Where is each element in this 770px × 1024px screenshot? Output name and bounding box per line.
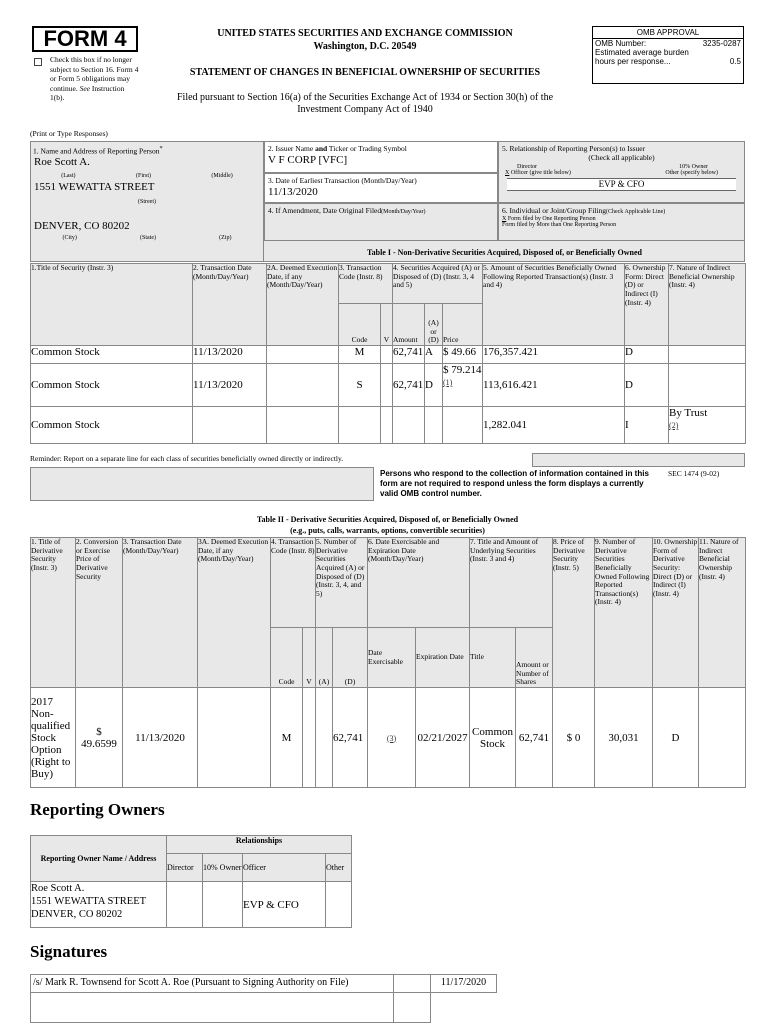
t2-r0-form: D xyxy=(653,688,699,788)
signature-date: 11/17/2020 xyxy=(431,975,497,993)
owners-h-relationships: Relationships xyxy=(167,836,352,854)
t1-h-owned: 5. Amount of Securities Beneficially Owned Following Reported Transaction(s) (Instr. 3 and 4) xyxy=(483,264,625,346)
box6-filing xyxy=(498,203,745,241)
table2 xyxy=(30,537,746,788)
t2-h-underlying: 7. Title and Amount of Underlying Securities (Instr. 3 and 4) xyxy=(470,538,553,628)
owner-other xyxy=(326,882,352,928)
t2-h-conversion: 2. Conversion or Exercise Price of Derivative Security xyxy=(76,538,123,688)
t2-h-price: 8. Price of Derivative Security (Instr. 5) xyxy=(553,538,595,688)
statement-title: STATEMENT OF CHANGES IN BENEFICIAL OWNERSHIP OF SECURITIES xyxy=(189,67,541,78)
box5-row1: Director 10% Owner xyxy=(517,164,708,171)
reminder-text: Reminder: Report on a separate line for each class of securities beneficially owned directly or indirectly. xyxy=(30,454,344,463)
t1-h-price-sub: Price xyxy=(443,304,483,346)
reporting-person-street: 1551 WEWATTA STREET xyxy=(34,181,155,194)
box6-label: 6. Individual or Joint/Group Filing(Check Applicable Line) xyxy=(502,206,666,215)
t1-r0-date: 11/13/2020 xyxy=(193,346,267,364)
t1-h-deemed: 2A. Deemed Execution Date, if any (Month/Day/Year) xyxy=(267,264,339,346)
t1-r2-price xyxy=(443,407,483,444)
t2-r0-title: 2017 Non-qualified Stock Option (Right to Buy) xyxy=(31,688,76,788)
check-box-text: Check this box if no longer subject to Section 16. Form 4 or Form 5 obligations may continue. See Instruction 1(b). xyxy=(50,55,139,102)
t2-h-exp-sub: Expiration Date xyxy=(416,628,470,688)
reporting-owners-table xyxy=(30,835,352,928)
owners-header-row xyxy=(31,836,352,854)
earliest-date: 11/13/2020 xyxy=(268,185,318,198)
box4-label: 4. If Amendment, Date Original Filed(Month/Day/Year) xyxy=(268,206,426,215)
t1-r2-code xyxy=(339,407,381,444)
t2-h-title: 1. Title of Derivative Security (Instr. 3) xyxy=(31,538,76,688)
t1-r2-v xyxy=(381,407,393,444)
reporting-owners-heading: Reporting Owners xyxy=(30,800,165,819)
officer-title: EVP & CFO xyxy=(507,178,736,190)
t1-h-form: 6. Ownership Form: Direct (D) or Indirect (I) (Instr. 4) xyxy=(625,264,669,346)
t2-r0-und-amount: 62,741 xyxy=(516,688,553,788)
reminder-input-box xyxy=(532,453,745,467)
burden-label: Estimated average burden xyxy=(595,48,689,57)
t1-h-securities: 4. Securities Acquired (A) or Disposed of (D) (Instr. 3, 4 and 5) xyxy=(393,264,483,304)
t2-r0-date-ex-footnote[interactable]: (3) xyxy=(386,733,397,743)
t2-h-d-sub: (D) xyxy=(333,628,368,688)
t1-r2-nature-footnote[interactable]: (2) xyxy=(669,421,679,430)
t1-r2-date xyxy=(193,407,267,444)
t1-r1-deemed xyxy=(267,364,339,407)
street-sublabel: (Street) xyxy=(138,199,156,206)
table1 xyxy=(30,263,746,444)
owner-officer: EVP & CFO xyxy=(243,882,326,928)
hours-row: hours per response... 0.5 xyxy=(595,57,741,66)
t1-r0-price: $ 49.66 xyxy=(443,346,483,364)
t1-r1-code: S xyxy=(339,364,381,407)
owner-director xyxy=(167,882,203,928)
filed-pursuant-line-1: Filed pursuant to Section 16(a) of the Securities Exchange Act of 1934 or Section 30(h) of the xyxy=(176,92,554,103)
owners-h-ten-pct: 10% Owner xyxy=(203,854,243,882)
owner-ten-pct xyxy=(203,882,243,928)
t1-r2-amount xyxy=(393,407,425,444)
t2-h-title-sub: Title xyxy=(470,628,516,688)
t1-r1-price-footnote[interactable]: (1) xyxy=(443,378,453,387)
t1-r1-amount: 62,741 xyxy=(393,364,425,407)
box3-label: 3. Date of Earliest Transaction (Month/Day/Year) xyxy=(268,176,417,185)
omb-approval-box xyxy=(592,26,744,84)
box1-city-sublabels: (City) (State) (Zip) xyxy=(62,235,232,242)
signatures-heading: Signatures xyxy=(30,942,108,961)
table-row xyxy=(31,407,746,444)
officer-check-mark: X xyxy=(505,170,510,177)
box5-sub: (Check all applicable) xyxy=(588,152,655,162)
box5-label: 5. Relationship of Reporting Person(s) to Issuer xyxy=(502,144,646,153)
table1-header-row xyxy=(31,264,746,304)
t2-h-deemed: 3A. Deemed Execution Date, if any (Month/Day/Year) xyxy=(198,538,271,688)
t2-h-exercisable: 6. Date Exercisable and Expiration Date (Month/Day/Year) xyxy=(368,538,470,628)
signature-blank-row xyxy=(31,993,497,1023)
t2-r0-d: 62,741 xyxy=(333,688,368,788)
t1-r0-deemed xyxy=(267,346,339,364)
t2-r0-exp: 02/21/2027 xyxy=(416,688,470,788)
table-row xyxy=(31,364,746,407)
table-row xyxy=(31,688,746,788)
t1-r2-aord xyxy=(425,407,443,444)
box3-earliest-date xyxy=(264,173,498,203)
t2-h-nature: 11. Nature of Indirect Beneficial Ownership (Instr. 4) xyxy=(699,538,746,688)
form-title: FORM 4 xyxy=(43,26,127,51)
table1-title: Table I - Non-Derivative Securities Acquired, Disposed of, or Beneficially Owned xyxy=(367,248,642,257)
t1-r1-date: 11/13/2020 xyxy=(193,364,267,407)
t2-r0-a xyxy=(316,688,333,788)
signature-text: /s/ Mark R. Townsend for Scott A. Roe (Pursuant to Signing Authority on File) xyxy=(31,975,394,993)
t1-r1-v xyxy=(381,364,393,407)
signature-blank-2 xyxy=(394,993,431,1023)
signatures-table xyxy=(30,974,497,1023)
t1-h-date: 2. Transaction Date (Month/Day/Year) xyxy=(193,264,267,346)
t1-h-amount-sub: Amount xyxy=(393,304,425,346)
print-type-note: (Print or Type Responses) xyxy=(30,129,108,138)
signature-blank xyxy=(394,975,431,993)
t1-r1-price-cell xyxy=(443,364,483,407)
t2-r0-code: M xyxy=(271,688,303,788)
agency-location: Washington, D.C. 20549 xyxy=(313,41,417,52)
t1-h-v-sub: V xyxy=(381,304,393,346)
t1-h-nature: 7. Nature of Indirect Beneficial Ownership (Instr. 4) xyxy=(669,264,746,346)
t1-r2-owned: 1,282.041 xyxy=(483,407,625,444)
t1-r1-price: $ 79.214 xyxy=(443,364,482,376)
t2-r0-date-ex xyxy=(368,688,416,788)
persons-notice: Persons who respond to the collection of information contained in this form are not required to respond unless the form displays a currently valid OMB control number. xyxy=(380,469,649,498)
t1-r0-amount: 62,741 xyxy=(393,346,425,364)
box1-label: 1. Name and Address of Reporting Person* xyxy=(33,145,163,156)
t1-r2-nature: By Trust xyxy=(669,407,708,419)
t2-h-a-sub: (A) xyxy=(316,628,333,688)
t2-r0-nature xyxy=(699,688,746,788)
signature-blank-1 xyxy=(31,993,394,1023)
t1-r0-nature xyxy=(669,346,746,364)
t2-r0-conversion: $ 49.6599 xyxy=(76,688,123,788)
t1-h-code: 3. Transaction Code (Instr. 8) xyxy=(339,264,393,304)
filed-pursuant-line-2: Investment Company Act of 1940 xyxy=(297,104,433,115)
box1-name-sublabels: (Last) (First) (Middle) xyxy=(61,173,233,180)
t1-r1-owned: 113,616.421 xyxy=(483,364,625,407)
t2-h-v-sub: V xyxy=(303,628,316,688)
omb-number-row: OMB Number: 3235-0287 xyxy=(595,39,741,48)
agency-name: UNITED STATES SECURITIES AND EXCHANGE COMMISSION xyxy=(217,28,513,39)
t1-h-code-sub: Code xyxy=(339,304,381,346)
sec-code: SEC 1474 (9-02) xyxy=(668,469,720,478)
t2-r0-und-title: Common Stock xyxy=(470,688,516,788)
table2-header-row xyxy=(31,538,746,628)
t2-r0-date: 11/13/2020 xyxy=(123,688,198,788)
box6-more: Form filed by More than One Reporting Person xyxy=(502,221,617,228)
t2-h-date-ex-sub: Date Exercisable xyxy=(368,628,416,688)
table-row xyxy=(31,346,746,364)
t1-r1-aord: D xyxy=(425,364,443,407)
table2-title: Table II - Derivative Securities Acquired, Disposed of, or Beneficially Owned xyxy=(256,515,519,524)
t1-r0-v xyxy=(381,346,393,364)
box5-row2: X Officer (give title below) Other (specify below) xyxy=(505,170,718,177)
reporting-person-name: Roe Scott A. xyxy=(34,156,90,169)
omb-title: OMB APPROVAL xyxy=(593,27,743,39)
t1-h-title: 1.Title of Security (Instr. 3) xyxy=(31,264,193,346)
t2-h-form: 10. Ownership Form of Derivative Security: Direct (D) or Indirect (I) (Instr. 4) xyxy=(653,538,699,688)
box2-issuer xyxy=(264,141,498,173)
reminder-blank-box xyxy=(30,467,374,501)
t1-r2-nature-cell xyxy=(669,407,746,444)
t2-h-date: 3. Transaction Date (Month/Day/Year) xyxy=(123,538,198,688)
t1-r0-form: D xyxy=(625,346,669,364)
signature-blank-3 xyxy=(431,993,497,1023)
t1-r2-deemed xyxy=(267,407,339,444)
t1-r2-title: Common Stock xyxy=(31,407,193,444)
signature-row xyxy=(31,975,497,993)
t2-r0-deemed xyxy=(198,688,271,788)
box4-amendment xyxy=(264,203,498,241)
issuer-name: V F CORP [VFC] xyxy=(268,153,348,166)
t1-r0-code: M xyxy=(339,346,381,364)
t2-h-amount-sub: Amount or Number of Shares xyxy=(516,628,553,688)
owners-h-name: Reporting Owner Name / Address xyxy=(31,836,167,882)
owners-h-director: Director xyxy=(167,854,203,882)
reporting-person-city: DENVER, CO 80202 xyxy=(34,220,130,233)
t1-r0-aord: A xyxy=(425,346,443,364)
t2-h-code-sub: Code xyxy=(271,628,303,688)
t1-h-aord-sub: (A) or (D) xyxy=(425,304,443,346)
t2-h-owned: 9. Number of Derivative Securities Beneficially Owned Following Reported Transaction(s) (Instr. 4) xyxy=(595,538,653,688)
owner-address: Roe Scott A. 1551 WEWATTA STREET DENVER, CO 80202 xyxy=(31,882,167,928)
t1-r1-form: D xyxy=(625,364,669,407)
form-title-box xyxy=(32,26,138,52)
t1-r0-title: Common Stock xyxy=(31,346,193,364)
t1-r0-owned: 176,357.421 xyxy=(483,346,625,364)
table-row xyxy=(31,882,352,928)
t2-r0-v xyxy=(303,688,316,788)
t2-h-code: 4. Transaction Code (Instr. 8) xyxy=(271,538,316,628)
box6-one: X Form filed by One Reporting Person xyxy=(502,215,596,222)
t1-r1-nature xyxy=(669,364,746,407)
t1-r1-title: Common Stock xyxy=(31,364,193,407)
t1-r2-form: I xyxy=(625,407,669,444)
t2-h-number: 5. Number of Derivative Securities Acquired (A) or Disposed of (D) (Instr. 3, 4, and 5) xyxy=(316,538,368,628)
box5-relationship xyxy=(498,141,745,203)
t2-r0-price: $ 0 xyxy=(553,688,595,788)
box1-name-address xyxy=(30,141,264,262)
no-longer-subject-checkbox[interactable] xyxy=(34,58,42,66)
owners-h-other: Other xyxy=(326,854,352,882)
owners-h-officer: Officer xyxy=(243,854,326,882)
table2-subtitle: (e.g., puts, calls, warrants, options, convertible securities) xyxy=(290,526,485,535)
box2-label: 2. Issuer Name and Ticker or Trading Symbol xyxy=(268,144,407,153)
t2-r0-owned: 30,031 xyxy=(595,688,653,788)
